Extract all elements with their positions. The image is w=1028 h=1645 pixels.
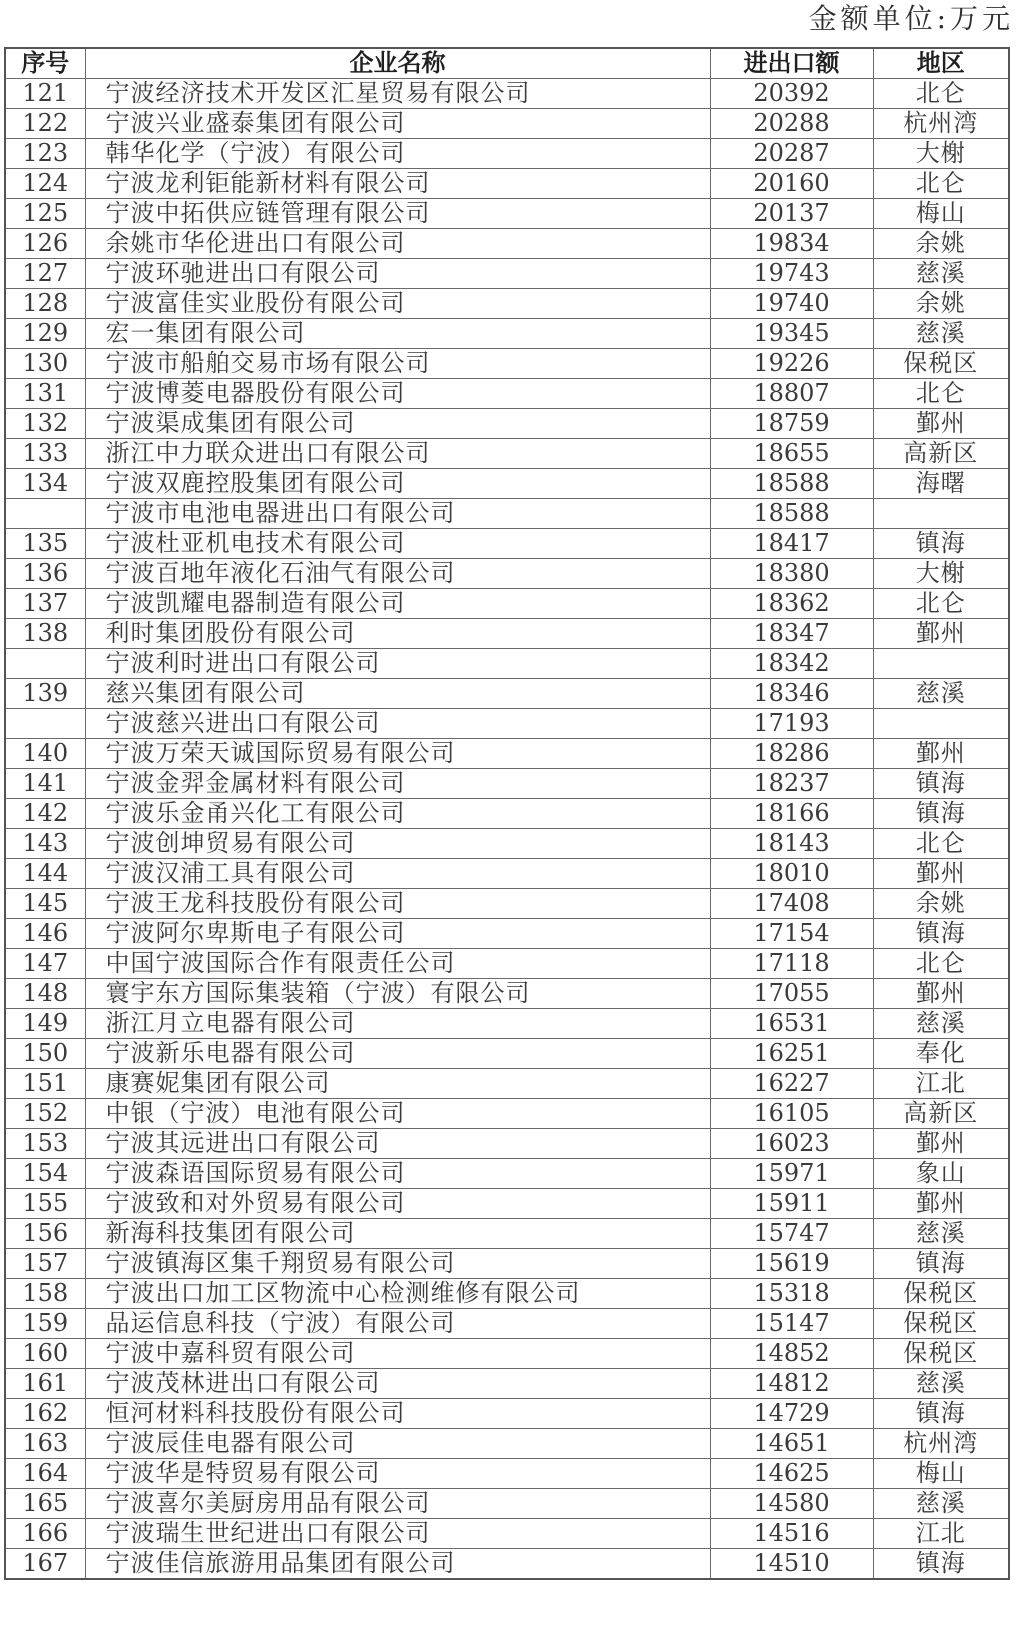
row-company-name-cell: 宁波凯耀电器制造有限公司 [85, 589, 710, 619]
row-seq-cell: 136 [5, 559, 85, 589]
row-amount-cell: 14651 [710, 1429, 873, 1459]
table-row [5, 199, 1009, 229]
table-row [5, 439, 1009, 469]
table-row [5, 1369, 1009, 1399]
row-amount-cell: 15147 [710, 1309, 873, 1339]
row-region-cell: 高新区 [873, 439, 1009, 469]
row-amount-cell: 16105 [710, 1099, 873, 1129]
row-amount-cell: 15911 [710, 1189, 873, 1219]
row-amount-cell: 17193 [710, 709, 873, 739]
row-region-cell [873, 499, 1009, 529]
table-row [5, 949, 1009, 979]
row-region-cell: 慈溪 [873, 1369, 1009, 1399]
row-company-name-cell: 宁波致和对外贸易有限公司 [85, 1189, 710, 1219]
row-company-name-cell: 宁波镇海区集千翔贸易有限公司 [85, 1249, 710, 1279]
row-company-name-cell: 宏一集团有限公司 [85, 319, 710, 349]
row-region-cell: 梅山 [873, 1459, 1009, 1489]
row-seq-cell: 140 [5, 739, 85, 769]
row-seq-cell: 164 [5, 1459, 85, 1489]
row-seq-cell: 129 [5, 319, 85, 349]
row-amount-cell: 14729 [710, 1399, 873, 1429]
table-row [5, 349, 1009, 379]
table-row [5, 109, 1009, 139]
row-amount-cell: 19743 [710, 259, 873, 289]
column-header-seq: 序号 [5, 48, 85, 79]
row-company-name-cell: 浙江月立电器有限公司 [85, 1009, 710, 1039]
row-region-cell: 余姚 [873, 289, 1009, 319]
table-row [5, 829, 1009, 859]
table-row [5, 1219, 1009, 1249]
row-company-name-cell: 宁波富佳实业股份有限公司 [85, 289, 710, 319]
row-amount-cell: 16531 [710, 1009, 873, 1039]
row-amount-cell: 15619 [710, 1249, 873, 1279]
table-row [5, 1489, 1009, 1519]
table-row [5, 709, 1009, 739]
table-row [5, 1549, 1009, 1580]
row-company-name-cell: 宁波兴业盛泰集团有限公司 [85, 109, 710, 139]
row-seq-cell: 151 [5, 1069, 85, 1099]
row-seq-cell: 149 [5, 1009, 85, 1039]
row-amount-cell: 14852 [710, 1339, 873, 1369]
table-row [5, 319, 1009, 349]
table-row [5, 1009, 1009, 1039]
row-region-cell: 大榭 [873, 559, 1009, 589]
row-seq-cell: 146 [5, 919, 85, 949]
table-row [5, 79, 1009, 109]
table-row [5, 1339, 1009, 1369]
row-amount-cell: 18807 [710, 379, 873, 409]
row-amount-cell: 17408 [710, 889, 873, 919]
row-region-cell: 镇海 [873, 769, 1009, 799]
row-region-cell: 杭州湾 [873, 1429, 1009, 1459]
row-company-name-cell: 宁波王龙科技股份有限公司 [85, 889, 710, 919]
column-header-region: 地区 [873, 48, 1009, 79]
row-seq-cell: 123 [5, 139, 85, 169]
table-row [5, 859, 1009, 889]
table-row [5, 1279, 1009, 1309]
row-seq-cell: 154 [5, 1159, 85, 1189]
row-company-name-cell: 宁波佳信旅游用品集团有限公司 [85, 1549, 710, 1580]
row-region-cell: 北仑 [873, 829, 1009, 859]
row-seq-cell: 150 [5, 1039, 85, 1069]
unit-label: 金额单位:万元 [808, 2, 1014, 35]
row-region-cell: 鄞州 [873, 409, 1009, 439]
row-region-cell: 慈溪 [873, 1489, 1009, 1519]
row-amount-cell: 17154 [710, 919, 873, 949]
row-amount-cell: 18362 [710, 589, 873, 619]
row-company-name-cell: 余姚市华伦进出口有限公司 [85, 229, 710, 259]
row-region-cell: 慈溪 [873, 1219, 1009, 1249]
row-amount-cell: 18286 [710, 739, 873, 769]
row-seq-cell: 167 [5, 1549, 85, 1580]
row-amount-cell: 19226 [710, 349, 873, 379]
row-company-name-cell: 宁波龙利钜能新材料有限公司 [85, 169, 710, 199]
row-region-cell: 北仑 [873, 379, 1009, 409]
row-seq-cell: 156 [5, 1219, 85, 1249]
row-seq-cell: 155 [5, 1189, 85, 1219]
row-amount-cell: 14812 [710, 1369, 873, 1399]
row-seq-cell: 161 [5, 1369, 85, 1399]
table-row [5, 769, 1009, 799]
row-region-cell: 江北 [873, 1069, 1009, 1099]
row-seq-cell: 163 [5, 1429, 85, 1459]
row-amount-cell: 20160 [710, 169, 873, 199]
table-row [5, 1249, 1009, 1279]
row-region-cell: 鄞州 [873, 1129, 1009, 1159]
row-seq-cell: 158 [5, 1279, 85, 1309]
row-region-cell: 高新区 [873, 1099, 1009, 1129]
row-company-name-cell: 宁波利时进出口有限公司 [85, 649, 710, 679]
row-region-cell: 江北 [873, 1519, 1009, 1549]
row-seq-cell: 165 [5, 1489, 85, 1519]
row-region-cell: 镇海 [873, 919, 1009, 949]
table-row [5, 799, 1009, 829]
row-seq-cell: 147 [5, 949, 85, 979]
row-region-cell: 镇海 [873, 1549, 1009, 1580]
row-region-cell: 北仑 [873, 589, 1009, 619]
table-row [5, 1429, 1009, 1459]
table-row [5, 409, 1009, 439]
row-seq-cell: 124 [5, 169, 85, 199]
row-amount-cell: 14510 [710, 1549, 873, 1580]
row-company-name-cell: 宁波阿尔卑斯电子有限公司 [85, 919, 710, 949]
row-seq-cell: 126 [5, 229, 85, 259]
table-row [5, 979, 1009, 1009]
row-amount-cell: 20392 [710, 79, 873, 109]
row-seq-cell: 152 [5, 1099, 85, 1129]
row-seq-cell: 142 [5, 799, 85, 829]
row-region-cell: 鄞州 [873, 979, 1009, 1009]
column-header-company: 企业名称 [85, 48, 710, 79]
row-seq-cell: 135 [5, 529, 85, 559]
row-company-name-cell: 宁波辰佳电器有限公司 [85, 1429, 710, 1459]
row-company-name-cell: 品运信息科技（宁波）有限公司 [85, 1309, 710, 1339]
row-seq-cell: 125 [5, 199, 85, 229]
row-company-name-cell: 宁波环驰进出口有限公司 [85, 259, 710, 289]
table-row [5, 739, 1009, 769]
row-company-name-cell: 恒河材料科技股份有限公司 [85, 1399, 710, 1429]
row-company-name-cell: 宁波市船舶交易市场有限公司 [85, 349, 710, 379]
row-region-cell: 镇海 [873, 799, 1009, 829]
row-amount-cell: 20287 [710, 139, 873, 169]
row-company-name-cell: 宁波经济技术开发区汇星贸易有限公司 [85, 79, 710, 109]
row-company-name-cell: 宁波杜亚机电技术有限公司 [85, 529, 710, 559]
row-seq-cell: 122 [5, 109, 85, 139]
row-amount-cell: 20288 [710, 109, 873, 139]
row-company-name-cell: 新海科技集团有限公司 [85, 1219, 710, 1249]
row-amount-cell: 15318 [710, 1279, 873, 1309]
row-seq-cell: 148 [5, 979, 85, 1009]
row-region-cell: 海曙 [873, 469, 1009, 499]
enterprise-trade-table [4, 47, 1010, 1580]
table-row [5, 169, 1009, 199]
row-amount-cell: 18237 [710, 769, 873, 799]
row-amount-cell: 18655 [710, 439, 873, 469]
row-seq-cell: 130 [5, 349, 85, 379]
row-region-cell: 象山 [873, 1159, 1009, 1189]
row-amount-cell: 15971 [710, 1159, 873, 1189]
table-body [5, 79, 1009, 1580]
row-region-cell: 奉化 [873, 1039, 1009, 1069]
row-seq-cell: 139 [5, 679, 85, 709]
table-header-row [5, 48, 1009, 79]
row-company-name-cell: 浙江中力联众进出口有限公司 [85, 439, 710, 469]
table-row [5, 1399, 1009, 1429]
row-seq-cell: 133 [5, 439, 85, 469]
table-row [5, 1189, 1009, 1219]
row-company-name-cell: 寰宇东方国际集装箱（宁波）有限公司 [85, 979, 710, 1009]
row-amount-cell: 14516 [710, 1519, 873, 1549]
row-amount-cell: 19834 [710, 229, 873, 259]
row-seq-cell: 159 [5, 1309, 85, 1339]
row-region-cell: 慈溪 [873, 679, 1009, 709]
row-region-cell: 保税区 [873, 349, 1009, 379]
row-company-name-cell: 宁波万荣天诚国际贸易有限公司 [85, 739, 710, 769]
table-row [5, 469, 1009, 499]
row-company-name-cell: 宁波华是特贸易有限公司 [85, 1459, 710, 1489]
row-company-name-cell: 宁波出口加工区物流中心检测维修有限公司 [85, 1279, 710, 1309]
table-row [5, 529, 1009, 559]
row-region-cell: 鄞州 [873, 1189, 1009, 1219]
row-region-cell: 北仑 [873, 169, 1009, 199]
row-region-cell: 北仑 [873, 949, 1009, 979]
row-company-name-cell: 康赛妮集团有限公司 [85, 1069, 710, 1099]
table-row [5, 259, 1009, 289]
row-region-cell: 杭州湾 [873, 109, 1009, 139]
row-company-name-cell: 宁波创坤贸易有限公司 [85, 829, 710, 859]
row-seq-cell: 137 [5, 589, 85, 619]
row-region-cell: 慈溪 [873, 319, 1009, 349]
table-row [5, 919, 1009, 949]
row-seq-cell: 134 [5, 469, 85, 499]
row-company-name-cell: 宁波中嘉科贸有限公司 [85, 1339, 710, 1369]
row-region-cell: 余姚 [873, 229, 1009, 259]
row-seq-cell: 138 [5, 619, 85, 649]
table-row [5, 1099, 1009, 1129]
row-amount-cell: 18010 [710, 859, 873, 889]
row-seq-cell: 132 [5, 409, 85, 439]
row-company-name-cell: 宁波博菱电器股份有限公司 [85, 379, 710, 409]
table-row [5, 289, 1009, 319]
row-amount-cell: 14625 [710, 1459, 873, 1489]
column-header-amount: 进出口额 [710, 48, 873, 79]
table-row [5, 649, 1009, 679]
row-company-name-cell: 宁波双鹿控股集团有限公司 [85, 469, 710, 499]
row-amount-cell: 18342 [710, 649, 873, 679]
row-amount-cell: 18759 [710, 409, 873, 439]
row-region-cell: 镇海 [873, 1249, 1009, 1279]
row-amount-cell: 18417 [710, 529, 873, 559]
row-seq-cell: 157 [5, 1249, 85, 1279]
row-company-name-cell: 宁波中拓供应链管理有限公司 [85, 199, 710, 229]
table-row [5, 1129, 1009, 1159]
table-row [5, 229, 1009, 259]
row-company-name-cell: 宁波喜尔美厨房用品有限公司 [85, 1489, 710, 1519]
row-seq-cell [5, 499, 85, 529]
row-region-cell: 慈溪 [873, 1009, 1009, 1039]
row-region-cell: 慈溪 [873, 259, 1009, 289]
row-company-name-cell: 利时集团股份有限公司 [85, 619, 710, 649]
table-row [5, 559, 1009, 589]
table-row [5, 139, 1009, 169]
row-company-name-cell: 中国宁波国际合作有限责任公司 [85, 949, 710, 979]
row-seq-cell: 166 [5, 1519, 85, 1549]
table-row [5, 379, 1009, 409]
table-row [5, 1069, 1009, 1099]
row-company-name-cell: 宁波渠成集团有限公司 [85, 409, 710, 439]
row-company-name-cell: 慈兴集团有限公司 [85, 679, 710, 709]
table-row [5, 1039, 1009, 1069]
row-company-name-cell: 宁波百地年液化石油气有限公司 [85, 559, 710, 589]
row-amount-cell: 18588 [710, 469, 873, 499]
row-seq-cell: 162 [5, 1399, 85, 1429]
row-seq-cell: 121 [5, 79, 85, 109]
row-amount-cell: 19740 [710, 289, 873, 319]
row-amount-cell: 14580 [710, 1489, 873, 1519]
row-amount-cell: 17118 [710, 949, 873, 979]
row-region-cell: 余姚 [873, 889, 1009, 919]
row-region-cell: 梅山 [873, 199, 1009, 229]
row-amount-cell: 18346 [710, 679, 873, 709]
row-amount-cell: 18166 [710, 799, 873, 829]
row-amount-cell: 19345 [710, 319, 873, 349]
table-row [5, 1159, 1009, 1189]
row-amount-cell: 16251 [710, 1039, 873, 1069]
row-amount-cell: 20137 [710, 199, 873, 229]
row-seq-cell: 131 [5, 379, 85, 409]
row-seq-cell: 143 [5, 829, 85, 859]
row-company-name-cell: 宁波汉浦工具有限公司 [85, 859, 710, 889]
row-region-cell: 保税区 [873, 1279, 1009, 1309]
row-company-name-cell: 宁波乐金甬兴化工有限公司 [85, 799, 710, 829]
table-row [5, 679, 1009, 709]
row-region-cell: 镇海 [873, 529, 1009, 559]
table-row [5, 889, 1009, 919]
table-row [5, 589, 1009, 619]
row-region-cell: 大榭 [873, 139, 1009, 169]
row-seq-cell: 144 [5, 859, 85, 889]
row-region-cell: 保税区 [873, 1309, 1009, 1339]
row-seq-cell: 127 [5, 259, 85, 289]
row-seq-cell: 141 [5, 769, 85, 799]
row-company-name-cell: 宁波其远进出口有限公司 [85, 1129, 710, 1159]
row-region-cell: 鄞州 [873, 619, 1009, 649]
row-seq-cell: 153 [5, 1129, 85, 1159]
row-amount-cell: 17055 [710, 979, 873, 1009]
row-company-name-cell: 宁波金羿金属材料有限公司 [85, 769, 710, 799]
row-amount-cell: 18380 [710, 559, 873, 589]
row-amount-cell: 15747 [710, 1219, 873, 1249]
row-company-name-cell: 宁波市电池电器进出口有限公司 [85, 499, 710, 529]
row-amount-cell: 18588 [710, 499, 873, 529]
row-company-name-cell: 中银（宁波）电池有限公司 [85, 1099, 710, 1129]
row-company-name-cell: 宁波瑞生世纪进出口有限公司 [85, 1519, 710, 1549]
table-row [5, 1519, 1009, 1549]
row-company-name-cell: 宁波茂林进出口有限公司 [85, 1369, 710, 1399]
row-company-name-cell: 宁波慈兴进出口有限公司 [85, 709, 710, 739]
table-row [5, 1459, 1009, 1489]
row-seq-cell [5, 709, 85, 739]
row-seq-cell: 160 [5, 1339, 85, 1369]
row-amount-cell: 16023 [710, 1129, 873, 1159]
row-amount-cell: 16227 [710, 1069, 873, 1099]
row-company-name-cell: 宁波新乐电器有限公司 [85, 1039, 710, 1069]
row-region-cell [873, 649, 1009, 679]
table-row [5, 499, 1009, 529]
row-region-cell: 保税区 [873, 1339, 1009, 1369]
row-region-cell: 北仑 [873, 79, 1009, 109]
row-region-cell: 镇海 [873, 1399, 1009, 1429]
row-seq-cell: 128 [5, 289, 85, 319]
row-company-name-cell: 宁波森语国际贸易有限公司 [85, 1159, 710, 1189]
row-amount-cell: 18347 [710, 619, 873, 649]
row-region-cell: 鄞州 [873, 859, 1009, 889]
row-amount-cell: 18143 [710, 829, 873, 859]
row-seq-cell [5, 649, 85, 679]
row-seq-cell: 145 [5, 889, 85, 919]
table-row [5, 619, 1009, 649]
row-region-cell [873, 709, 1009, 739]
row-company-name-cell: 韩华化学（宁波）有限公司 [85, 139, 710, 169]
row-region-cell: 鄞州 [873, 739, 1009, 769]
table-row [5, 1309, 1009, 1339]
